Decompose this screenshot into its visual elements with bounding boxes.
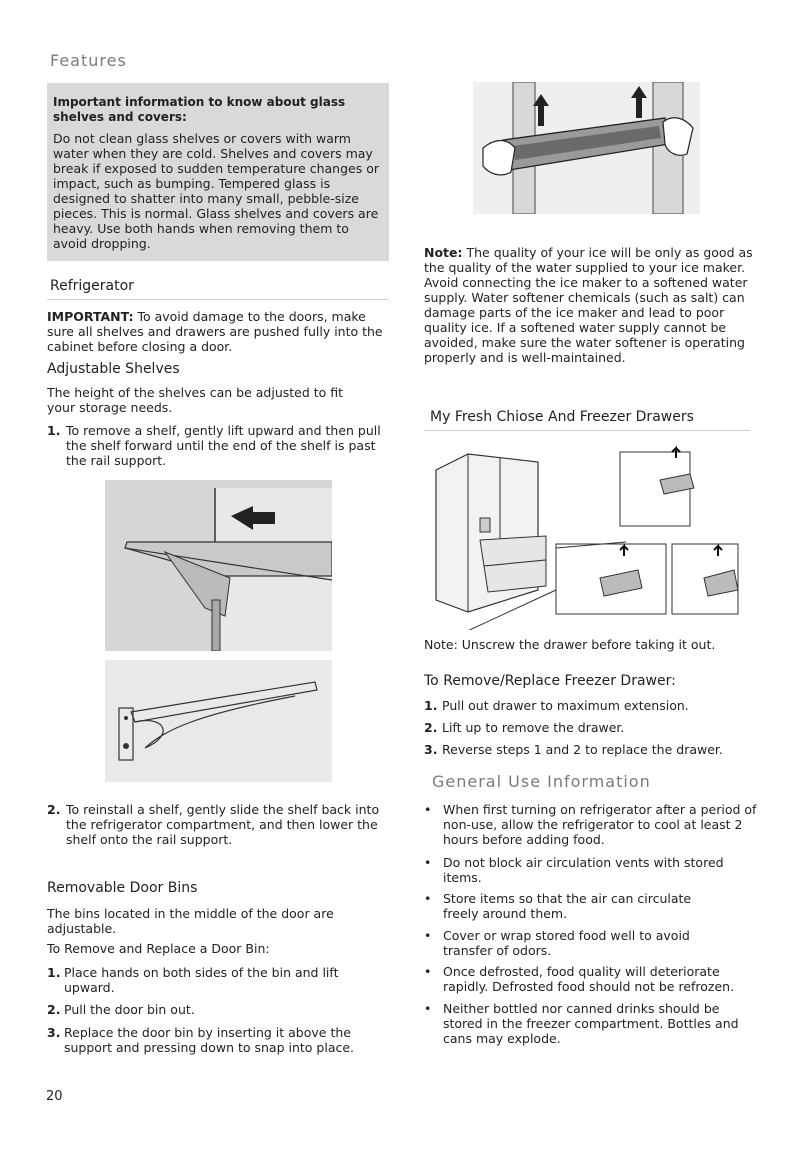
important-text: To avoid damage to the doors, make sure all shelves and drawers are pushed fully into the cabinet before closing a door. <box>47 309 383 354</box>
drawers-illustration <box>428 440 748 630</box>
general-use-bullet: • Neither bottled nor canned drinks should be stored in the freezer compartment. Bottles and cans may explode. <box>424 1001 739 1046</box>
adjustable-shelves-heading: Adjustable Shelves <box>47 361 180 377</box>
general-use-bullet: • Cover or wrap stored food well to avoid transfer of odors. <box>424 928 690 958</box>
freezer-drawer-heading: To Remove/Replace Freezer Drawer: <box>424 673 676 689</box>
door-bins-heading: Removable Door Bins <box>47 880 198 896</box>
ice-note-label: Note: <box>424 245 463 260</box>
door-bins-intro: The bins located in the middle of the door are adjustable. <box>47 906 334 936</box>
door-bins-subintro: To Remove and Replace a Door Bin: <box>47 941 270 956</box>
refrigerator-important <box>47 309 385 354</box>
important-label: IMPORTANT: <box>47 309 134 324</box>
ice-quality-note <box>424 245 754 365</box>
callout-title: Important information to know about glass shelves and covers: <box>53 95 346 124</box>
section-title: Features <box>50 51 127 70</box>
adjustable-shelves-intro: The height of the shelves can be adjusted to fit your storage needs. <box>47 385 344 415</box>
ice-note-text: The quality of your ice will be only as good as the quality of the water supplied to your ice maker. Avoid connecting the ice maker to a softened water supply. Water softener chemicals (such as salt) can damage parts of the ice maker and lead to poor quality ice. If a softened water supply cannot be avoided, make sure the water softener is operating properly and is well-maintained. <box>424 245 753 365</box>
door-bin-illustration <box>473 82 700 214</box>
callout-body: Do not clean glass shelves or covers with warm water when they are cold. Shelves and covers may break if exposed to sudden temperature changes or impact, such as bumping. Tempered glass is designed to shatter into many small, pebble-size pieces. This is normal. Glass shelves and covers are heavy. Use both hands when removing them to avoid dropping. <box>53 131 380 251</box>
general-use-bullet: • Once defrosted, food quality will deteriorate rapidly. Defrosted food should not be refrozen. <box>424 964 735 994</box>
heading-divider <box>424 430 750 431</box>
shelf-lift-illustration <box>105 480 332 651</box>
shelf-step-1: 1. To remove a shelf, gently lift upward and then pull the shelf forward until the end of the shelf is past the rail support. <box>47 423 381 468</box>
bin-step-1: 1. Place hands on both sides of the bin and lift upward. <box>47 965 339 995</box>
freezer-step-2: 2. Lift up to remove the drawer. <box>424 720 625 735</box>
glass-shelves-callout <box>47 83 389 261</box>
general-use-bullet: • When first turning on refrigerator after a period of non-use, allow the refrigerator to cool at least 2 hours before adding food. <box>424 802 757 847</box>
page-number: 20 <box>46 1089 63 1104</box>
heading-divider <box>47 299 389 300</box>
freezer-step-1: 1. Pull out drawer to maximum extension. <box>424 698 689 713</box>
refrigerator-heading: Refrigerator <box>50 278 134 294</box>
general-use-bullet: • Store items so that the air can circulate freely around them. <box>424 891 692 921</box>
drawer-note: Note: Unscrew the drawer before taking it out. <box>424 637 716 652</box>
drawers-heading: My Fresh Chiose And Freezer Drawers <box>430 409 694 425</box>
freezer-step-3: 3. Reverse steps 1 and 2 to replace the drawer. <box>424 742 723 757</box>
shelf-step-2: 2. To reinstall a shelf, gently slide the shelf back into the refrigerator compartment, and then lower the shelf onto the rail support. <box>47 802 380 847</box>
bin-step-3: 3. Replace the door bin by inserting it above the support and pressing down to snap into place. <box>47 1025 355 1055</box>
bin-step-2: 2. Pull the door bin out. <box>47 1002 195 1017</box>
general-use-heading: General Use Information <box>432 772 651 791</box>
shelf-bracket-illustration <box>105 660 332 782</box>
general-use-bullet: • Do not block air circulation vents with stored items. <box>424 855 724 885</box>
